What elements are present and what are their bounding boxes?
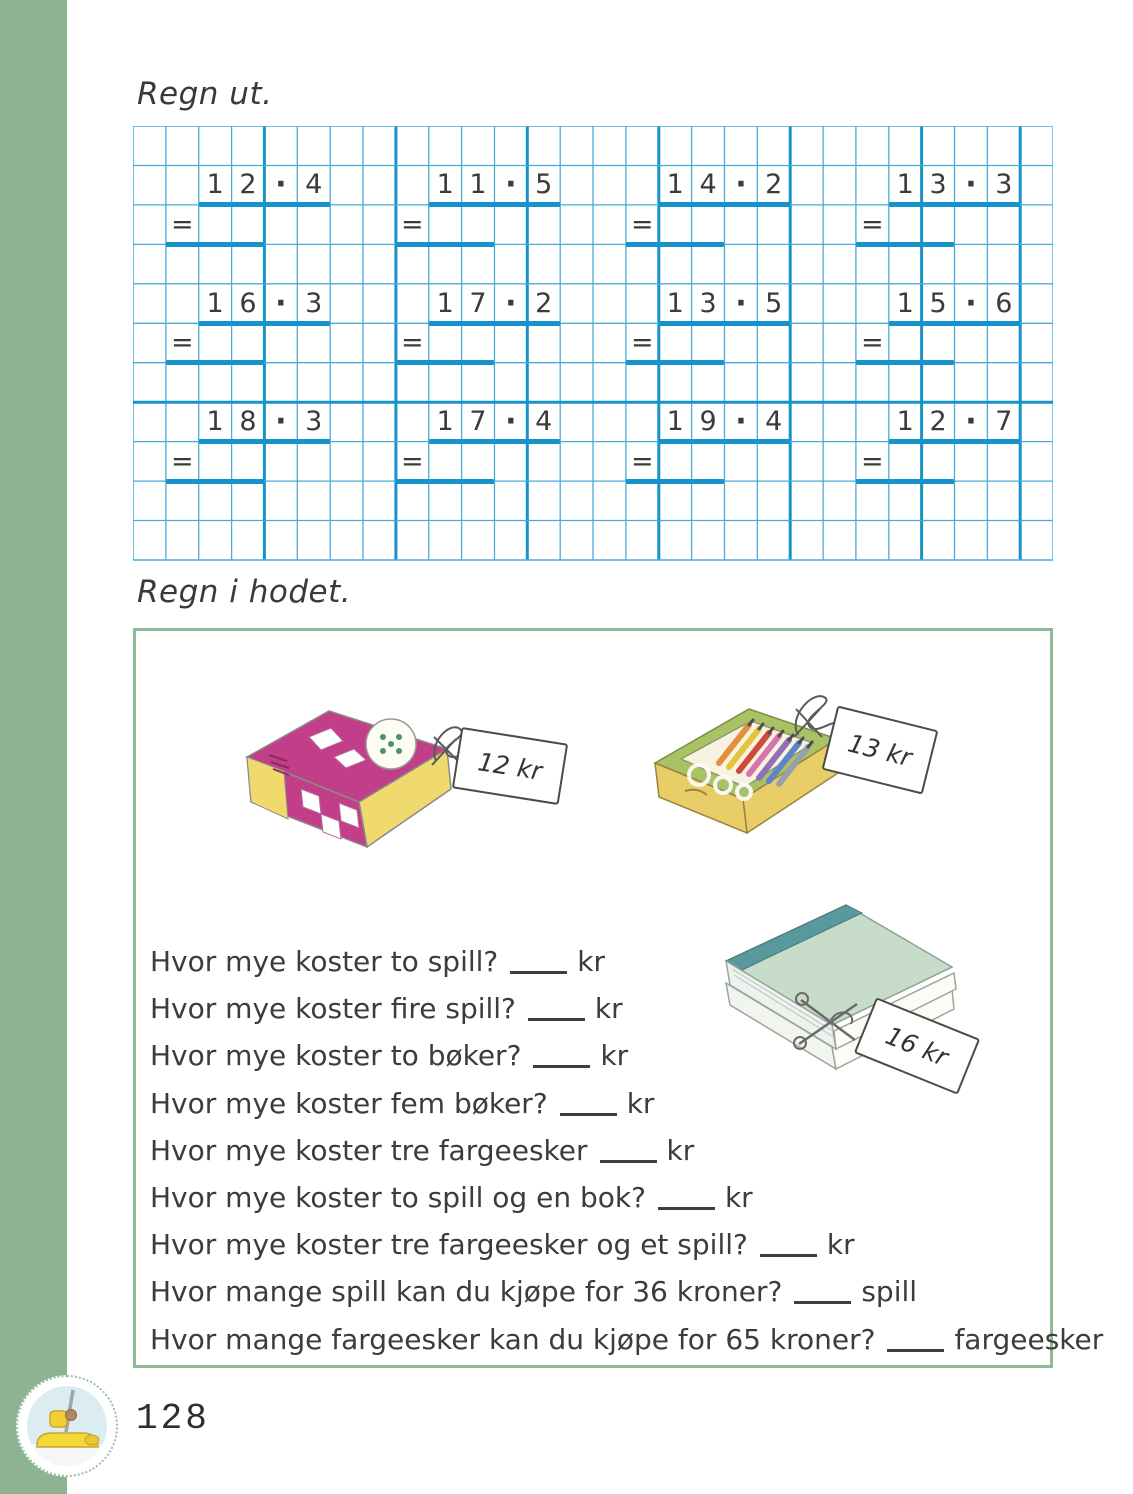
answer-blank[interactable] — [560, 1113, 617, 1116]
answer-cells[interactable] — [626, 205, 725, 244]
answer-cells[interactable] — [856, 323, 955, 362]
answer-blank[interactable] — [510, 971, 567, 974]
problem-digit: 1 — [666, 287, 684, 319]
question-unit: kr — [600, 1039, 629, 1073]
question-unit: kr — [826, 1228, 855, 1262]
equals-sign: = — [861, 208, 884, 240]
problem-digit: 1 — [666, 169, 684, 201]
problem-digit: 3 — [995, 169, 1013, 201]
problem-digit: 1 — [436, 287, 454, 319]
multiplication-dot: · — [735, 404, 747, 440]
multiplication-grid — [133, 126, 1053, 560]
problem-digit: 1 — [896, 169, 914, 201]
question-list — [150, 938, 1104, 1363]
equals-sign: = — [861, 327, 884, 359]
problem-digit: 4 — [305, 169, 323, 201]
problem-digit: 6 — [239, 287, 257, 319]
answer-blank[interactable] — [760, 1254, 817, 1257]
answer-cells[interactable] — [626, 442, 725, 481]
question-line — [150, 1221, 1040, 1268]
question-line — [150, 1268, 1040, 1315]
multiplication-dot: · — [275, 167, 287, 203]
answer-cells[interactable] — [166, 205, 265, 244]
answer-blank[interactable] — [658, 1207, 715, 1210]
problem-digit: 5 — [765, 287, 783, 319]
page-badge — [16, 1375, 118, 1477]
problem-digit: 5 — [535, 169, 553, 201]
multiplication-dot: · — [965, 285, 977, 321]
multiplication-dot: · — [505, 285, 517, 321]
equals-sign: = — [400, 327, 424, 359]
question-text: Hvor mange fargeesker kan du kjøpe for 65 kroner? — [150, 1322, 876, 1356]
problem-digit: 2 — [535, 287, 553, 319]
question-text: Hvor mye koster to spill? — [150, 945, 499, 978]
regn-i-hodet-box — [133, 628, 1104, 1368]
equals-sign: = — [861, 445, 884, 477]
problem-digit: 7 — [469, 287, 487, 319]
problem-digit: 1 — [436, 169, 454, 201]
problem-digit: 4 — [699, 169, 717, 201]
question-text: Hvor mye koster to bøker? — [150, 1039, 522, 1073]
bumper-car-icon — [25, 1384, 109, 1468]
multiplication-dot: · — [965, 167, 977, 203]
answer-cells[interactable] — [396, 323, 495, 362]
problem-digit: 1 — [206, 287, 224, 319]
problem-digit: 7 — [995, 406, 1013, 438]
problem-digit: 6 — [995, 287, 1013, 319]
answer-blank[interactable] — [794, 1301, 851, 1304]
question-line — [150, 1174, 1040, 1221]
answer-blank[interactable] — [887, 1349, 944, 1352]
equals-sign: = — [170, 327, 194, 359]
multiplication-dot: · — [505, 404, 517, 440]
problem-digit: 1 — [436, 406, 454, 438]
problem-digit: 1 — [896, 287, 914, 319]
question-text: Hvor mye koster fem bøker? — [150, 1086, 548, 1120]
equals-sign: = — [631, 208, 654, 240]
answer-cells[interactable] — [166, 442, 265, 481]
equals-sign: = — [631, 327, 654, 359]
equals-sign: = — [170, 445, 194, 477]
multiplication-dot: · — [275, 285, 287, 321]
question-line — [150, 985, 1040, 1032]
question-unit: kr — [666, 1133, 695, 1167]
answer-blank[interactable] — [600, 1160, 657, 1163]
multiplication-dot: · — [735, 167, 747, 203]
problem-digit: 1 — [896, 406, 914, 438]
problem-digit: 1 — [666, 406, 684, 438]
question-line — [150, 1032, 1040, 1079]
problem-digit: 1 — [206, 406, 224, 438]
question-unit: spill — [861, 1275, 918, 1309]
left-margin-bar — [0, 0, 67, 1494]
problem-digit: 5 — [929, 287, 947, 319]
answer-cells[interactable] — [396, 442, 495, 481]
problem-digit: 3 — [699, 287, 717, 319]
problem-digit: 3 — [929, 169, 947, 201]
multiplication-dot: · — [965, 404, 977, 440]
question-unit: fargeesker — [954, 1322, 1104, 1356]
answer-cells[interactable] — [396, 205, 495, 244]
answer-cells[interactable] — [856, 442, 955, 481]
answer-blank[interactable] — [533, 1065, 590, 1068]
problem-digit: 2 — [765, 169, 783, 201]
answer-cells[interactable] — [166, 323, 265, 362]
equals-sign: = — [400, 208, 424, 240]
price-tag-game-label: 12 kr — [475, 746, 545, 786]
question-text: Hvor mye koster fire spill? — [150, 992, 516, 1026]
equals-sign: = — [631, 445, 654, 477]
problem-digit: 4 — [765, 406, 783, 438]
multiplication-dot: · — [275, 404, 287, 440]
equals-sign: = — [170, 208, 194, 240]
question-text: Hvor mye koster tre fargeesker — [150, 1133, 588, 1167]
question-unit: kr — [594, 992, 623, 1026]
question-text: Hvor mye koster tre fargeesker og et spill? — [150, 1228, 748, 1262]
question-text: Hvor mye koster to spill og en bok? — [150, 1180, 646, 1214]
section-heading-regn-ut: Regn ut. — [137, 76, 273, 112]
multiplication-dot: · — [505, 167, 517, 203]
question-line — [150, 1080, 1040, 1127]
page-number: 128 — [136, 1398, 210, 1439]
problem-digit: 7 — [469, 406, 487, 438]
problem-digit: 4 — [535, 406, 553, 438]
problem-digit: 9 — [699, 406, 717, 438]
answer-cells[interactable] — [626, 323, 725, 362]
problem-digit: 8 — [239, 406, 257, 438]
problem-digit: 3 — [305, 287, 323, 319]
question-text: Hvor mange spill kan du kjøpe for 36 kroner? — [150, 1275, 783, 1309]
price-tag-book-label: 16 kr — [881, 1020, 953, 1072]
problem-digit: 1 — [206, 169, 224, 201]
problem-digit: 2 — [929, 406, 947, 438]
question-unit: kr — [577, 945, 605, 978]
equals-sign: = — [400, 445, 424, 477]
question-unit: kr — [626, 1086, 655, 1120]
multiplication-dot: · — [735, 285, 747, 321]
question-unit: kr — [724, 1180, 753, 1214]
answer-blank[interactable] — [528, 1018, 585, 1021]
price-tag-pencils-label: 13 kr — [845, 728, 915, 772]
section-heading-regn-i-hodet: Regn i hodet. — [137, 574, 352, 610]
problem-digit: 2 — [239, 169, 257, 201]
problem-digit: 3 — [305, 406, 323, 438]
question-line — [150, 1127, 1040, 1174]
problem-digit: 1 — [469, 169, 487, 201]
question-line — [150, 938, 1040, 985]
question-line — [150, 1316, 1104, 1363]
answer-cells[interactable] — [856, 205, 955, 244]
